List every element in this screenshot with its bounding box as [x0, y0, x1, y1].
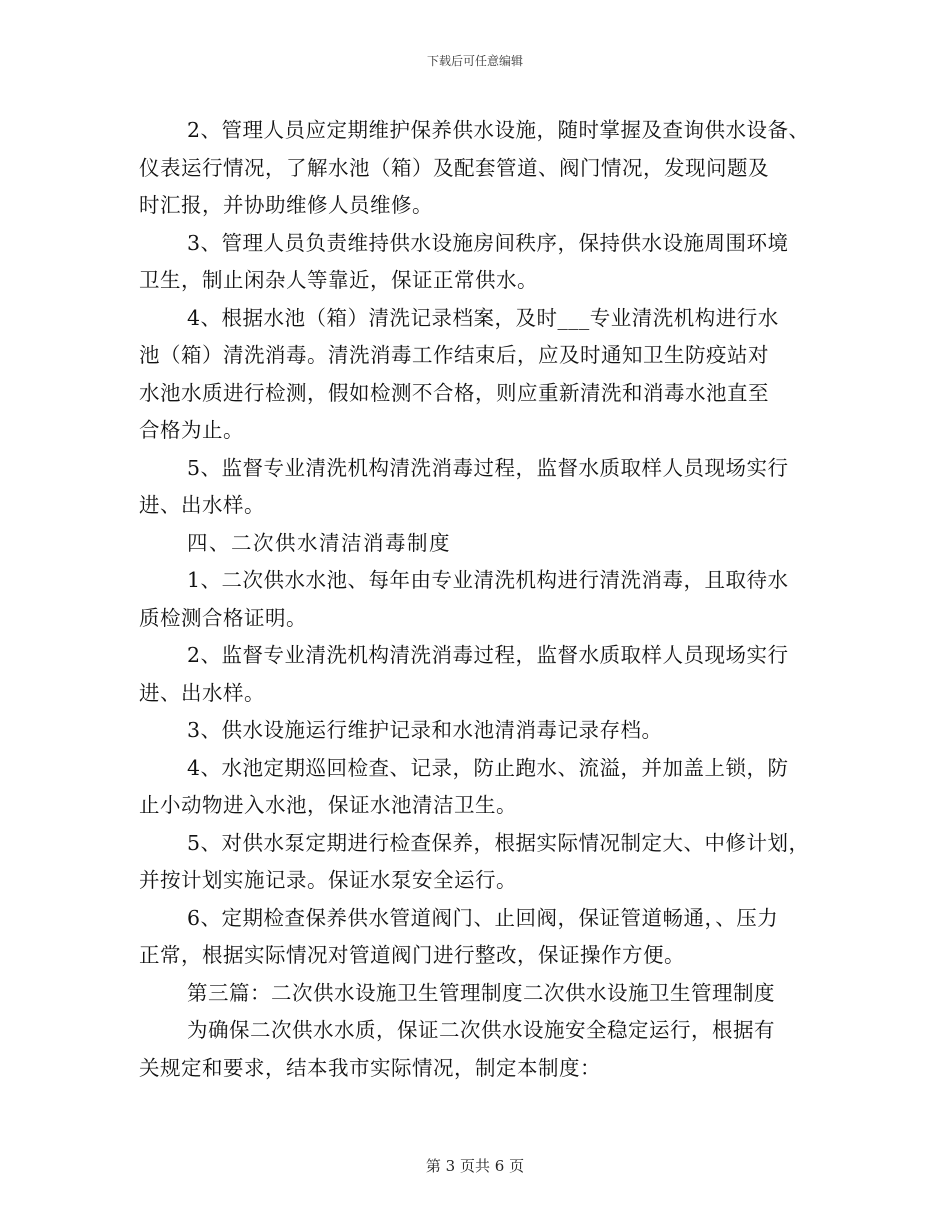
paragraph-line: 1、二次供水水池、每年由专业清洗机构进行清洗消毒，且取待水: [187, 568, 789, 592]
paragraph-line: 时汇报，并协助维修人员维修。: [139, 193, 433, 217]
paragraph-line: 质检测合格证明。: [139, 605, 307, 630]
paragraph-line: 止小动物进入水池，保证水池清洁卫生。: [139, 793, 517, 817]
paragraph-line: 2、监督专业清洗机构清洗消毒过程，监督水质取样人员现场实行: [187, 643, 789, 667]
paragraph-line: 进、出水样。: [139, 493, 265, 517]
paragraph-line: 正常，根据实际情况对管道阀门进行整改，保证操作方便。: [139, 943, 685, 967]
paragraph-line: 进、出水样。: [139, 680, 265, 705]
page-header-note: 下载后可任意编辑: [426, 54, 523, 68]
paragraph-line: 仪表运行情况，了解水池（箱）及配套管道、阀门情况，发现问题及: [139, 155, 769, 180]
paragraph-line: 4、根据水池（箱）清洗记录档案，及时___专业清洗机构进行水: [187, 305, 779, 330]
paragraph-line: 2、管理人员应定期维护保养供水设施，随时掌握及查询供水设备、: [187, 118, 810, 142]
paragraph-line: 池（箱）清洗消毒。清洗消毒工作结束后，应及时通知卫生防疫站对: [139, 343, 769, 367]
page-number: 第 3 页共 6 页: [425, 1157, 525, 1175]
paragraph-line: 5、对供水泵定期进行检查保养，根据实际情况制定大、中修计划，: [187, 830, 810, 855]
paragraph-line: 卫生，制止闲杂人等靠近，保证正常供水。: [139, 268, 538, 292]
paragraph-line: 3、管理人员负责维持供水设施房间秩序，保持供水设施周围环境: [187, 230, 789, 255]
paragraph-line: 4、水池定期巡回检查、记录，防止跑水、流溢，并加盖上锁，防: [187, 755, 789, 780]
document-body: [139, 112, 819, 1087]
paragraph-line: 合格为止。: [139, 418, 244, 442]
paragraph-line: 3、供水设施运行维护记录和水池清消毒记录存档。: [187, 718, 663, 742]
paragraph-line: 并按计划实施记录。保证水泵安全运行。: [139, 868, 517, 892]
paragraph-line: 为确保二次供水水质，保证二次供水设施安全稳定运行，根据有: [187, 1018, 775, 1042]
paragraph-line: 水池水质进行检测，假如检测不合格，则应重新清洗和消毒水池直至: [139, 380, 769, 405]
paragraph-line: 5、监督专业清洗机构清洗消毒过程，监督水质取样人员现场实行: [187, 455, 789, 480]
section-title: 第三篇：二次供水设施卫生管理制度二次供水设施卫生管理制度: [187, 980, 775, 1005]
section-heading: 四、二次供水清洁消毒制度: [187, 530, 451, 555]
paragraph-line: 关规定和要求，结本我市实际情况，制定本制度：: [139, 1055, 601, 1080]
paragraph-line: 6、定期检查保养供水管道阀门、止回阀，保证管道畅通，、压力: [187, 905, 779, 930]
